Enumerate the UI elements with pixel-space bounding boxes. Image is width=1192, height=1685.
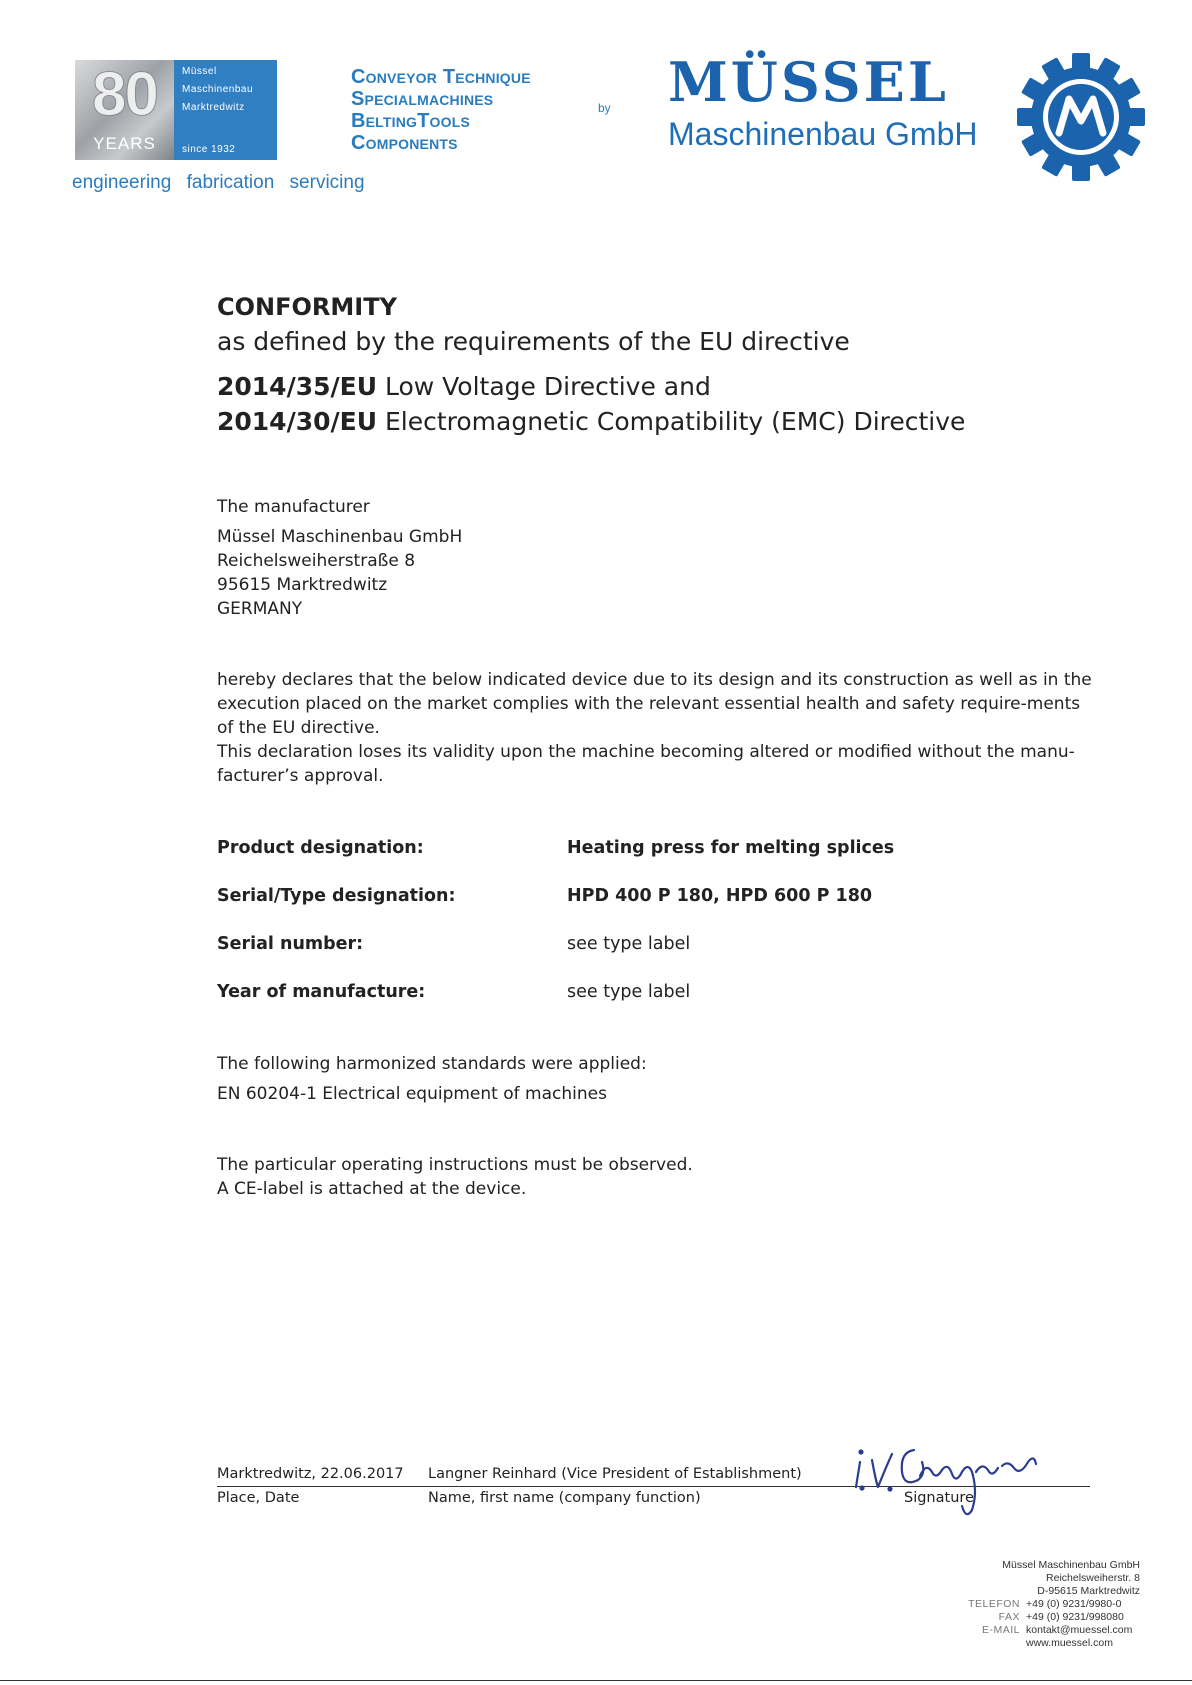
- place-date-label: Place, Date: [217, 1490, 300, 1506]
- badge-years: YEARS: [93, 134, 156, 153]
- directive-name: Electromagnetic Compatibility (EMC) Directive: [384, 407, 966, 436]
- directive-code: 2014/30/EU: [217, 407, 378, 436]
- type-designation-value: HPD 400 P 180, HPD 600 P 180: [567, 886, 873, 906]
- fax-value: +49 (0) 9231/998080: [1026, 1611, 1124, 1623]
- directive-name: Low Voltage Directive and: [384, 372, 711, 401]
- brand-subtitle: Maschinenbau GmbH: [668, 116, 978, 152]
- badge-company-line: Marktredwitz: [182, 102, 245, 113]
- manufacturer-line: Reichelsweiherstraße 8: [217, 551, 416, 571]
- manufacturer-intro: The manufacturer: [217, 497, 370, 517]
- anniversary-badge: [75, 60, 277, 160]
- year-label: Year of manufacture:: [217, 982, 426, 1002]
- standards-item: EN 60204-1 Electrical equipment of machines: [217, 1084, 607, 1104]
- type-designation-label: Serial/Type designation:: [217, 886, 456, 906]
- name-label: Name, first name (company function): [428, 1490, 701, 1506]
- address-city: D-95615 Marktredwitz: [1037, 1585, 1140, 1597]
- manufacturer-line: Müssel Maschinenbau GmbH: [217, 527, 463, 547]
- tagline: [72, 172, 375, 194]
- page-bottom-rule: [0, 1680, 1192, 1681]
- service-item: BeltingTools: [351, 110, 471, 132]
- service-item: Specialmachines: [351, 88, 494, 110]
- signature-label: Signature: [904, 1490, 974, 1506]
- address-phone-row: [940, 1598, 1140, 1611]
- phone-label: TELEFON: [968, 1598, 1020, 1610]
- standards-block: [217, 1052, 647, 1106]
- declaration-paragraph: This declaration loses its validity upon the machine becoming altered or modified without the manu-facturer’s approval.: [217, 742, 1075, 786]
- service-item: Components: [351, 132, 458, 154]
- standards-intro: The following harmonized standards were applied:: [217, 1054, 647, 1074]
- company-address: [940, 1559, 1140, 1650]
- declaration-paragraph: hereby declares that the below indicated device due to its design and its construction as well as in the execution placed on the market complies with the relevant essential health and safety require-ments of the EU directive.: [217, 670, 1092, 738]
- by-label: by: [598, 101, 611, 115]
- declaration-text: [217, 668, 1097, 788]
- address-street: Reichelsweiherstr. 8: [1046, 1572, 1140, 1584]
- signature-text: i.V. Langner: [852, 1417, 947, 1436]
- place-date: Marktredwitz, 22.06.2017: [217, 1466, 404, 1482]
- tagline-word: servicing: [289, 172, 365, 193]
- services-list: [351, 66, 531, 154]
- note-line: A CE-label is attached at the device.: [217, 1179, 527, 1199]
- brand-name: MÜSSEL: [668, 50, 949, 114]
- directive-line: [217, 407, 965, 436]
- product-designation-value: Heating press for melting splices: [567, 838, 895, 858]
- phone-value: +49 (0) 9231/9980-0: [1026, 1598, 1122, 1610]
- note-line: The particular operating instructions must be observed.: [217, 1155, 693, 1175]
- product-designation-label: Product designation:: [217, 838, 424, 858]
- signatory-name: Langner Reinhard (Vice President of Establishment): [428, 1466, 802, 1482]
- document-title: CONFORMITY: [217, 293, 397, 321]
- email-value: kontakt@muessel.com: [1026, 1624, 1133, 1636]
- badge-since: since 1932: [182, 144, 236, 155]
- notes-block: [217, 1153, 693, 1201]
- address-web-row: [940, 1637, 1140, 1650]
- tagline-word: engineering: [72, 172, 172, 193]
- web-value: www.muessel.com: [1026, 1637, 1113, 1649]
- serial-number-label: Serial number:: [217, 934, 364, 954]
- email-label: E-MAIL: [981, 1624, 1020, 1636]
- fax-label: FAX: [998, 1611, 1020, 1623]
- year-value: see type label: [567, 982, 691, 1002]
- badge-number: 80: [92, 60, 157, 129]
- badge-blue-panel: [174, 60, 277, 160]
- serial-number-value: see type label: [567, 934, 691, 954]
- badge-company-line: Müssel: [182, 66, 217, 77]
- manufacturer-line: 95615 Marktredwitz: [217, 575, 388, 595]
- service-item: Conveyor Technique: [351, 66, 531, 88]
- address-company: Müssel Maschinenbau GmbH: [1002, 1559, 1140, 1571]
- manufacturer-line: GERMANY: [217, 599, 303, 619]
- gear-m-logo-icon: [1016, 52, 1146, 182]
- tagline-word: fabrication: [186, 172, 275, 193]
- manufacturer-block: [217, 495, 462, 621]
- directive-line: [217, 372, 711, 401]
- address-fax-row: [940, 1611, 1140, 1624]
- address-email-row: [940, 1624, 1140, 1637]
- directive-code: 2014/35/EU: [217, 372, 378, 401]
- badge-company-line: Maschinenbau: [182, 84, 254, 95]
- document-subtitle: as defined by the requirements of the EU directive: [217, 327, 850, 356]
- handwritten-signature: [852, 1417, 1042, 1522]
